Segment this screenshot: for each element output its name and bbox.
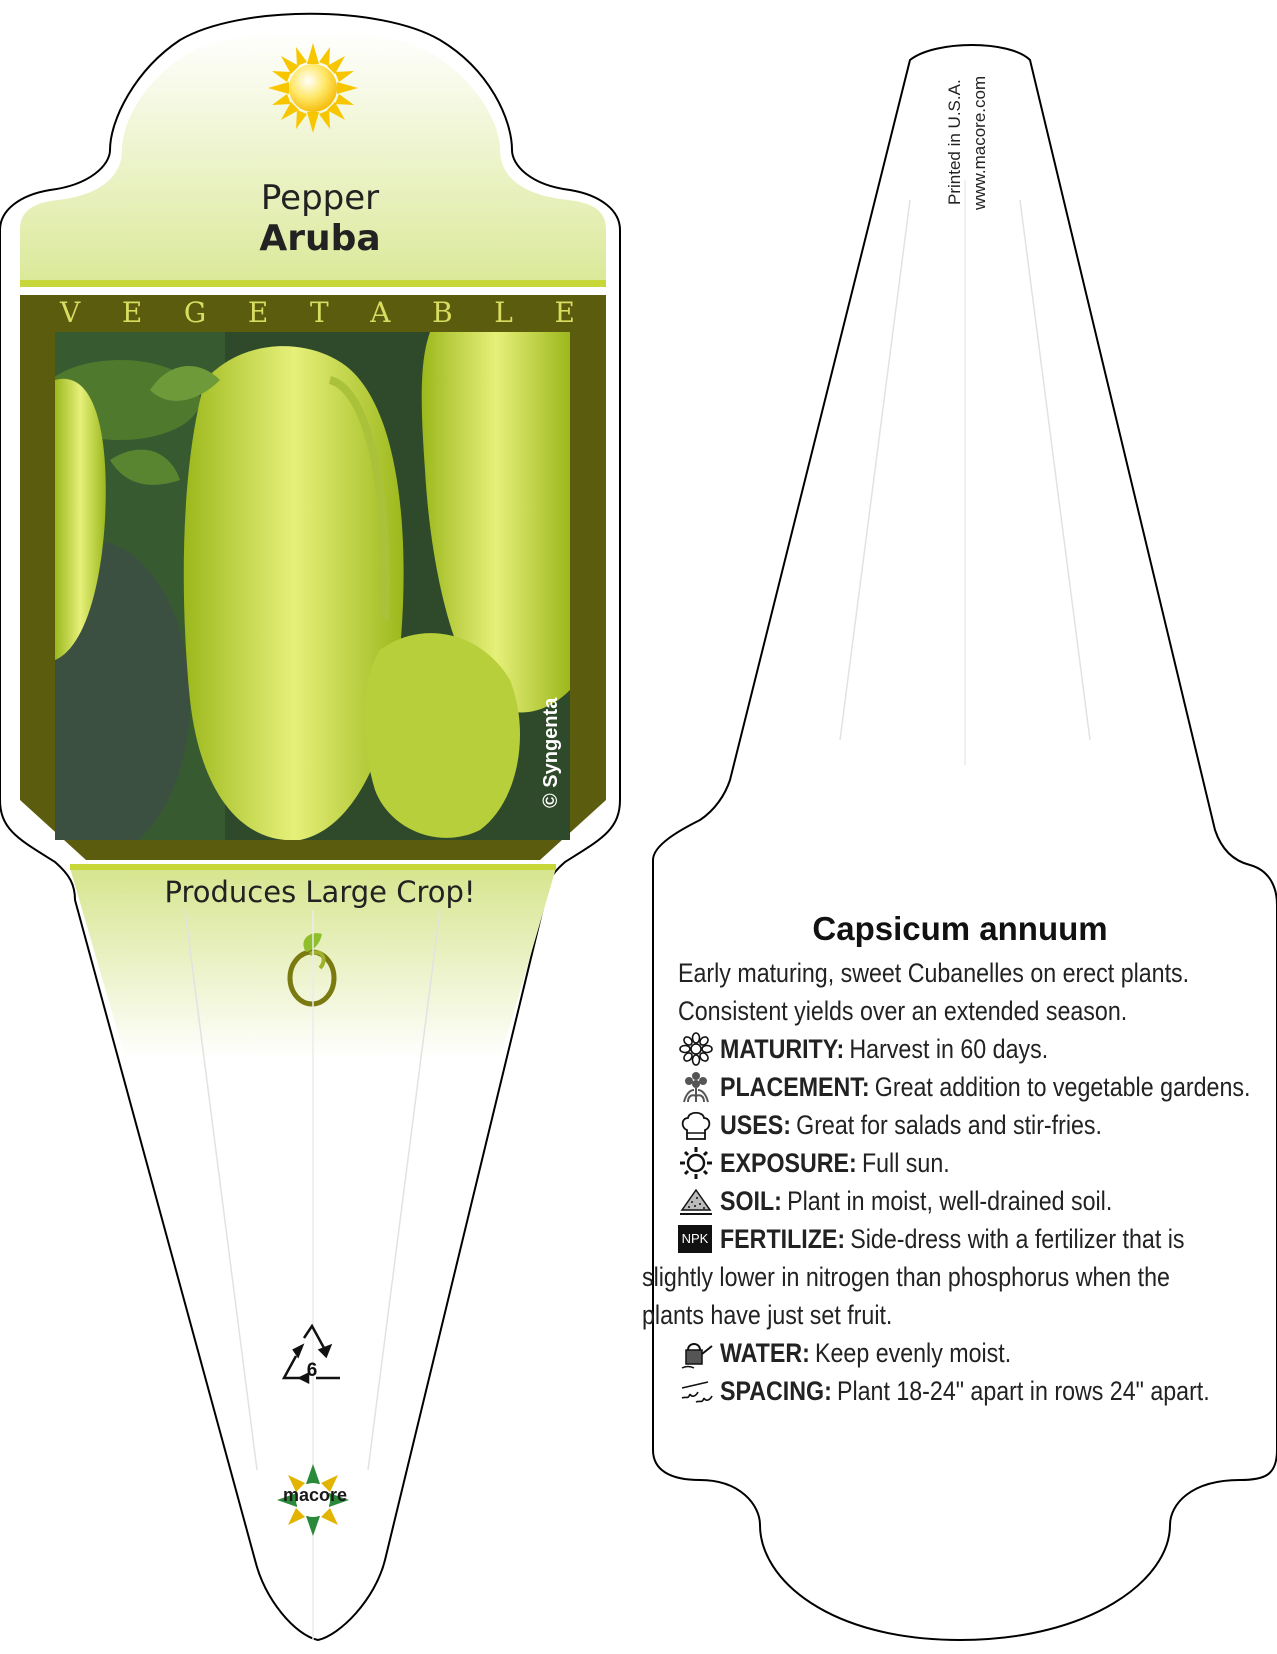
spacing-value: Plant 18-24" apart in rows 24" apart. — [836, 1376, 1210, 1406]
fertilize-value: Side-dress with a fertilizer that is — [850, 1224, 1185, 1254]
category-letter: E — [247, 296, 269, 329]
soil-value: Plant in moist, well-drained soil. — [787, 1186, 1113, 1216]
pepper-photo — [0, 332, 570, 860]
spacing-label: SPACING: — [720, 1376, 832, 1406]
category-letter: E — [121, 296, 143, 329]
category-letter: A — [370, 296, 391, 329]
category-letter: G — [183, 296, 207, 329]
care-info — [642, 954, 1253, 1410]
exposure-row — [678, 1144, 1253, 1182]
npk-text: NPK — [678, 1225, 712, 1253]
flower-icon — [678, 1032, 714, 1066]
spacing-icon — [678, 1374, 714, 1408]
botanical-name: Capsicum annuum — [812, 910, 1108, 947]
category-letter: L — [494, 296, 513, 329]
uses-label: USES: — [720, 1110, 791, 1140]
water-row — [678, 1334, 1253, 1372]
watering-can-icon — [678, 1336, 714, 1370]
soil-icon — [678, 1184, 714, 1218]
fertilize-row — [678, 1220, 1253, 1258]
category-letter: B — [432, 296, 453, 329]
maturity-row — [678, 1030, 1253, 1068]
category-label — [60, 296, 575, 332]
spacing-row — [678, 1372, 1253, 1410]
brand-name: macore — [282, 1485, 348, 1505]
placement-label: PLACEMENT: — [720, 1072, 870, 1102]
fertilize-continued: slightly lower in nitrogen than phosphorus when the — [642, 1262, 1170, 1292]
sun-icon — [268, 43, 358, 133]
uses-row — [678, 1106, 1253, 1144]
tagline: Produces Large Crop! — [164, 875, 476, 909]
variety-name: Aruba — [259, 218, 381, 259]
photo-credit: © Syngenta — [540, 697, 562, 808]
printed-in: Printed in U.S.A. — [945, 79, 964, 205]
npk-icon — [678, 1222, 714, 1256]
category-letter: E — [554, 296, 575, 329]
soil-row — [678, 1182, 1253, 1220]
exposure-value: Full sun. — [861, 1148, 950, 1178]
description-line: Early maturing, sweet Cubanelles on erect plants. — [678, 958, 1190, 988]
exposure-label: EXPOSURE: — [720, 1148, 857, 1178]
recycle-number: 6 — [306, 1360, 318, 1381]
garden-icon — [678, 1070, 714, 1104]
description-line: Consistent yields over an extended season. — [678, 996, 1128, 1026]
fertilize-continued: plants have just set fruit. — [642, 1300, 893, 1330]
common-name: Pepper — [260, 178, 380, 218]
water-label: WATER: — [720, 1338, 810, 1368]
maturity-label: MATURITY: — [720, 1034, 845, 1064]
uses-value: Great for salads and stir-fries. — [796, 1110, 1102, 1140]
sun-outline-icon — [678, 1146, 714, 1180]
soil-label: SOIL: — [720, 1186, 782, 1216]
water-value: Keep evenly moist. — [815, 1338, 1012, 1368]
placement-value: Great addition to vegetable gardens. — [874, 1072, 1251, 1102]
category-letter: V — [60, 296, 81, 329]
maturity-value: Harvest in 60 days. — [849, 1034, 1049, 1064]
placement-row — [678, 1068, 1253, 1106]
category-letter: T — [309, 296, 329, 329]
fertilize-label: FERTILIZE: — [720, 1224, 846, 1254]
website: www.macore.com — [970, 75, 989, 210]
chef-hat-icon — [678, 1108, 714, 1142]
